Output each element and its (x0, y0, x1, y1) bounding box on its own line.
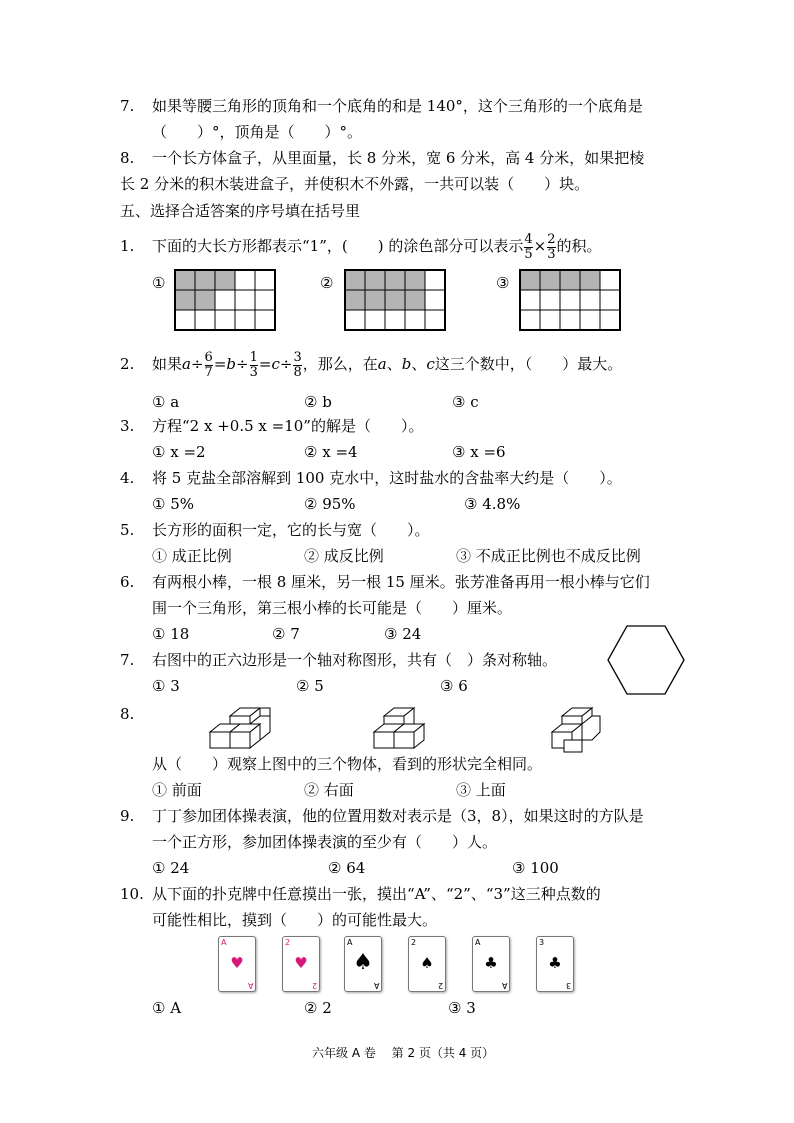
question-text: 右图中的正六边形是一个轴对称图形，共有（ ）条对称轴。 (152, 651, 558, 669)
question-number: 7. (120, 97, 135, 115)
fraction: $\frac{4}{5}$ (524, 231, 533, 262)
card-suit-icon: ♥ (230, 954, 244, 972)
option: ① a (152, 393, 180, 411)
grid-cell (345, 310, 365, 330)
grid-cell (385, 310, 405, 330)
card-rank: A (221, 938, 227, 947)
option: ② 5 (296, 677, 324, 695)
grid-cell-shaded (195, 290, 215, 310)
question-number: 8. (120, 705, 135, 723)
option: ② 右面 (304, 781, 354, 799)
grid-cell-shaded (195, 270, 215, 290)
grid-cell (235, 310, 255, 330)
page-footer: 六年级 A 卷 第 2 页（共 4 页） (312, 1046, 495, 1060)
question-number: 6. (120, 573, 135, 591)
grid-cell-shaded (405, 290, 425, 310)
fraction: $\frac{2}{3}$ (547, 231, 556, 262)
card-rank: 2 (437, 981, 443, 990)
option: ② 7 (272, 625, 300, 643)
option: ② 成反比例 (304, 547, 384, 565)
grid-cell-shaded (365, 270, 385, 290)
grid-cell (255, 310, 275, 330)
grid-cell (235, 290, 255, 310)
card-rank: 2 (285, 938, 291, 947)
playing-card (282, 936, 320, 992)
grid-cell (235, 270, 255, 290)
question-text: 有两根小棒，一根 8 厘米，另一根 15 厘米。张芳准备再用一根小棒与它们 (152, 573, 650, 591)
option: ③ c (452, 393, 479, 411)
playing-card (344, 936, 382, 992)
option: ② x =4 (304, 443, 358, 461)
grid-cell (215, 290, 235, 310)
question-text: 如果a÷ $\frac{6}{7}$ =b÷ $\frac{1}{3}$ =c÷ $\frac{3}{8}$ ，那么，在a、b、c这三个数中，（ ）最大。 (152, 349, 623, 380)
card-suit-icon: ♣ (548, 954, 562, 972)
grid-cell-shaded (345, 270, 365, 290)
grid-cell-shaded (385, 270, 405, 290)
option: ② 95% (304, 495, 356, 513)
grid-cell (195, 310, 215, 330)
grid-cell-shaded (175, 290, 195, 310)
card-rank: 3 (565, 981, 571, 990)
grid-cell (600, 270, 620, 290)
question-text: 将 5 克盐全部溶解到 100 克水中，这时盐水的含盐率大约是（ ）。 (152, 469, 622, 487)
grid-cell (425, 270, 445, 290)
card-rank: 3 (539, 938, 545, 947)
question-number: 10. (120, 885, 144, 903)
cube-figure-3 (548, 704, 604, 754)
grid-cell (405, 310, 425, 330)
option: ② b (304, 393, 332, 411)
grid-cell (600, 290, 620, 310)
option: ① A (152, 999, 182, 1017)
question-text: 从下面的扑克牌中任意摸出一张，摸出“A”、“2”、“3”这三种点数的 (152, 885, 601, 903)
grid-cell (580, 310, 600, 330)
option: ③ 不成正比例也不成反比例 (456, 547, 641, 565)
option-label: ② (320, 274, 334, 292)
grid-cell (560, 290, 580, 310)
card-rank: A (501, 981, 507, 990)
option: ① 24 (152, 859, 190, 877)
shaded-grid-3 (519, 269, 623, 333)
question-text: 方程“2 x +0.5 x =10”的解是（ ）。 (152, 417, 424, 435)
question-text: 一个正方形，参加团体操表演的至少有（ ）人。 (152, 833, 498, 851)
option: ② 2 (304, 999, 332, 1017)
question-number: 7. (120, 651, 135, 669)
question-text: 一个长方体盒子，从里面量，长 8 分米，宽 6 分米，高 4 分米，如果把棱 (152, 149, 645, 167)
question-number: 1. (120, 237, 135, 255)
option: ③ 上面 (456, 781, 506, 799)
question-text: 可能性相比，摸到（ ）的可能性最大。 (152, 911, 438, 929)
option: ① 5% (152, 495, 195, 513)
question-text: （ ）°，顶角是（ ）°。 (152, 123, 363, 141)
card-rank: A (247, 981, 253, 990)
grid-cell-shaded (365, 290, 385, 310)
option: ③ x =6 (452, 443, 506, 461)
card-rank: A (373, 981, 379, 990)
question-number: 3. (120, 417, 135, 435)
cube-figure-2 (370, 704, 430, 750)
grid-cell-shaded (540, 270, 560, 290)
shaded-grid-1 (174, 269, 278, 333)
playing-card (472, 936, 510, 992)
grid-cell-shaded (560, 270, 580, 290)
option: ① 3 (152, 677, 180, 695)
grid-cell (255, 290, 275, 310)
section-title: 五、选择合适答案的序号填在括号里 (120, 202, 361, 220)
grid-cell (560, 310, 580, 330)
question-number: 4. (120, 469, 135, 487)
card-rank: A (347, 938, 353, 947)
question-text: 如果等腰三角形的顶角和一个底角的和是 140°，这个三角形的一个底角是 (152, 97, 643, 115)
question-number: 9. (120, 807, 135, 825)
grid-cell (365, 310, 385, 330)
option: ③ 4.8% (464, 495, 521, 513)
playing-card (218, 936, 256, 992)
option: ① 成正比例 (152, 547, 232, 565)
option: ③ 24 (384, 625, 422, 643)
option: ① 18 (152, 625, 190, 643)
option: ③ 6 (440, 677, 468, 695)
card-rank: 2 (411, 938, 417, 947)
option-label: ③ (496, 274, 510, 292)
cube-figure-1 (206, 704, 276, 750)
grid-cell (540, 310, 560, 330)
option: ① 前面 (152, 781, 202, 799)
grid-cell-shaded (520, 270, 540, 290)
question-text: 长 2 分米的积木装进盒子，并使积木不外露，一共可以装（ ）块。 (120, 175, 590, 193)
grid-cell (520, 310, 540, 330)
card-rank: A (475, 938, 481, 947)
question-text: 下面的大长方形都表示“1”，( ) 的涂色部分可以表示 $\frac{4}{5}$ × $\frac{2}{3}$ 的积。 (152, 231, 602, 262)
grid-cell (540, 290, 560, 310)
card-suit-icon: ♥ (294, 954, 308, 972)
grid-cell-shaded (580, 270, 600, 290)
option: ③ 100 (512, 859, 559, 877)
question-number: 5. (120, 521, 135, 539)
grid-cell (600, 310, 620, 330)
card-suit-icon: ♠ (353, 950, 373, 975)
grid-cell (215, 310, 235, 330)
grid-cell (520, 290, 540, 310)
grid-cell (425, 290, 445, 310)
question-number: 8. (120, 149, 135, 167)
option-label: ① (152, 274, 166, 292)
card-suit-icon: ♣ (484, 954, 498, 972)
hexagon-figure (606, 624, 686, 696)
question-text: 从（ ）观察上图中的三个物体，看到的形状完全相同。 (152, 755, 543, 773)
option: ② 64 (328, 859, 366, 877)
grid-cell (425, 310, 445, 330)
question-text: 围一个三角形，第三根小棒的长可能是（ ）厘米。 (152, 599, 513, 617)
grid-cell (175, 310, 195, 330)
shaded-grid-2 (344, 269, 448, 333)
question-number: 2. (120, 355, 135, 373)
card-suit-icon: ♠ (420, 954, 434, 972)
grid-cell-shaded (215, 270, 235, 290)
grid-cell (580, 290, 600, 310)
option: ① x =2 (152, 443, 206, 461)
grid-cell-shaded (345, 290, 365, 310)
card-rank: 2 (311, 981, 317, 990)
question-text: 丁丁参加团体操表演，他的位置用数对表示是（3，8），如果这时的方队是 (152, 807, 644, 825)
playing-card (536, 936, 574, 992)
grid-cell-shaded (405, 270, 425, 290)
grid-cell (255, 270, 275, 290)
playing-card (408, 936, 446, 992)
grid-cell-shaded (175, 270, 195, 290)
grid-cell-shaded (385, 290, 405, 310)
question-text: 长方形的面积一定，它的长与宽（ ）。 (152, 521, 430, 539)
option: ③ 3 (448, 999, 476, 1017)
